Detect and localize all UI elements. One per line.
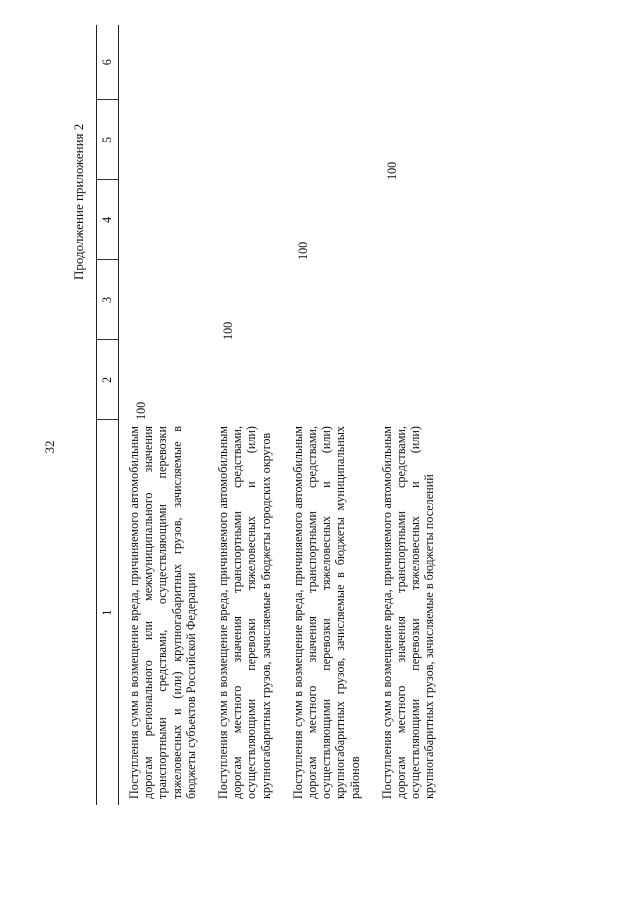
value-cell xyxy=(206,100,281,180)
column-header-1: 1 xyxy=(97,420,119,805)
column-header-6: 6 xyxy=(97,25,119,100)
revenue-description: Поступления сумм в возмещение вреда, причиняемого автомобильным дорогам регионального или межмуниципального значения транспортными средствами, осуществляющими перевозки тяжеловесных и (или) крупногабаритных грузов, зачисляемые в бюджеты субъектов Российской Федерации xyxy=(127,426,198,799)
table-row xyxy=(206,25,281,805)
value-cell xyxy=(281,340,370,420)
revenue-description: Поступления сумм в возмещение вреда, причиняемого автомобильным дорогам местного значения транспортными средствами, осуществляющими перевозки тяжеловесных и (или) крупногабаритных грузов, зачисляемые в бюджеты городских округов xyxy=(216,426,273,799)
table-row xyxy=(370,25,445,805)
column-header-2: 2 xyxy=(97,340,119,420)
value-cell xyxy=(281,100,370,180)
distribution-table xyxy=(96,25,445,805)
value-cell xyxy=(206,25,281,100)
continuation-label: Продолжение приложения 2 xyxy=(71,123,86,280)
revenue-description: Поступления сумм в возмещение вреда, причиняемого автомобильным дорогам местного значения транспортными средствами, осуществляющими перевозки тяжеловесных и (или) крупногабаритных грузов, зачисляемые в бюджеты поселений xyxy=(379,426,437,799)
page-number: 32 xyxy=(42,440,57,454)
value-cell xyxy=(119,260,207,340)
table-row xyxy=(119,25,207,805)
table-header-row xyxy=(97,25,119,805)
revenue-description: Поступления сумм в возмещение вреда, причиняемого автомобильным дорогам местного значения транспортными средствами, осуществляющими перевозки тяжеловесных и (или) крупногабаритных грузов, зачисляемые в бюджеты муниципальных районов xyxy=(290,426,362,799)
value-cell xyxy=(370,340,445,420)
value-cell xyxy=(206,340,281,420)
value-cell: 100 xyxy=(134,401,148,420)
value-cell xyxy=(119,100,207,180)
value-cell xyxy=(119,180,207,260)
value-cell xyxy=(370,260,445,340)
value-cell xyxy=(281,260,370,340)
value-cell xyxy=(370,180,445,260)
value-cell: 100 xyxy=(384,161,399,180)
value-cell: 100 xyxy=(221,321,236,340)
column-header-3: 3 xyxy=(97,260,119,340)
value-cell: 100 xyxy=(295,241,310,260)
value-cell xyxy=(119,25,207,100)
column-header-4: 4 xyxy=(97,180,119,260)
value-cell xyxy=(370,25,445,100)
column-header-5: 5 xyxy=(97,100,119,180)
value-cell xyxy=(206,180,281,260)
value-cell xyxy=(281,25,370,100)
table-row xyxy=(281,25,370,805)
